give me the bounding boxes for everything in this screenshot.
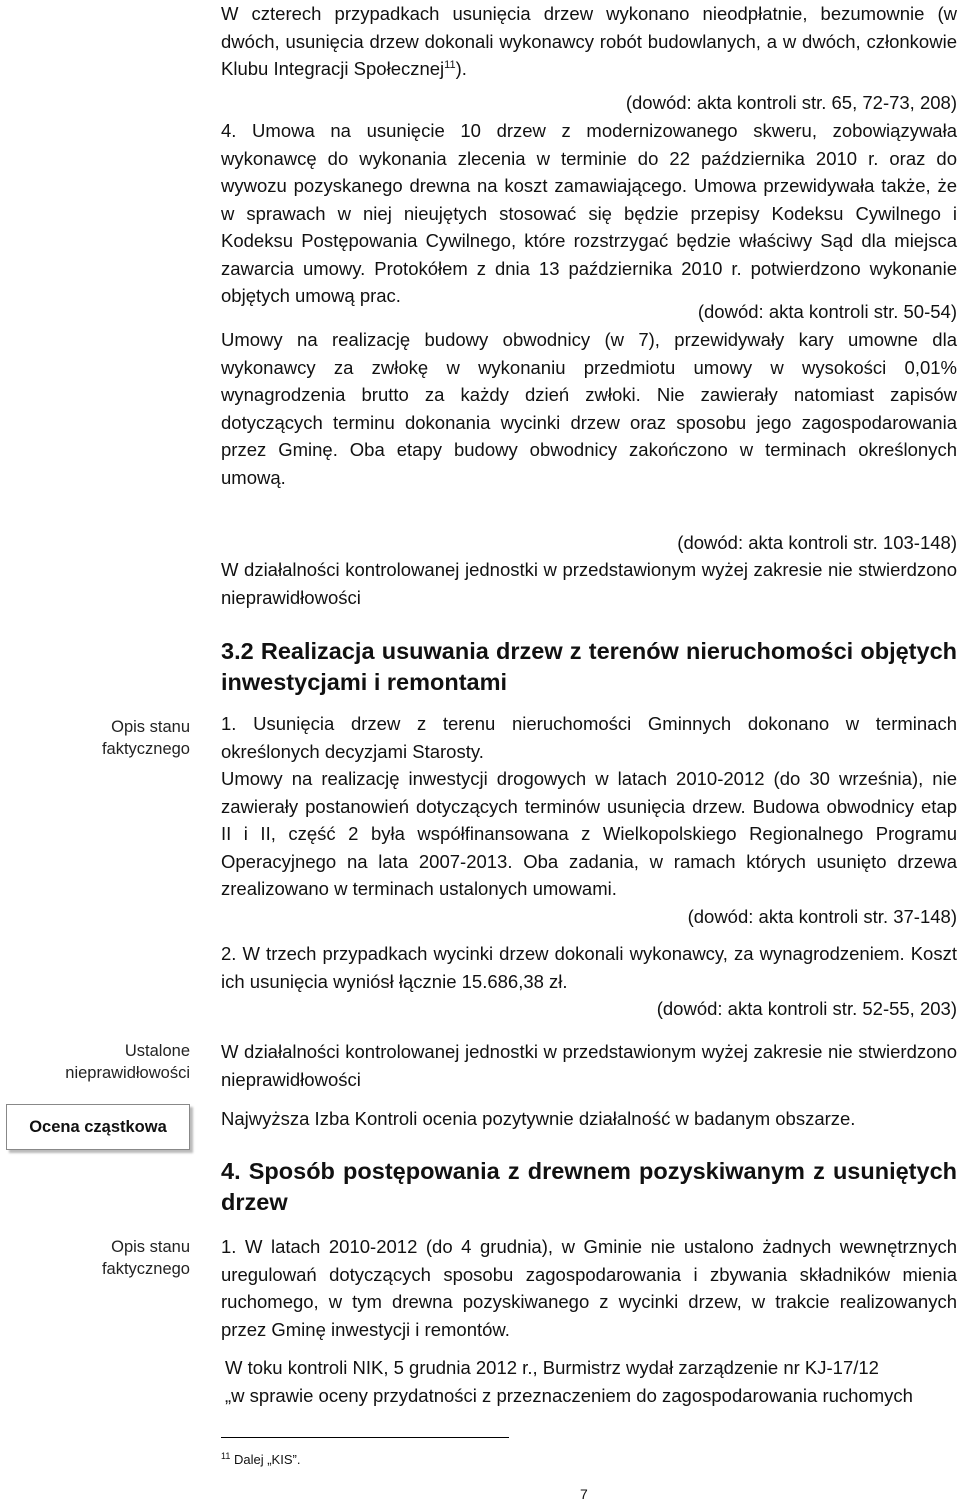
paragraph-usuniecia-decyzje: 1. Usunięcia drzew z terenu nieruchomości Gminnych dokonano w terminach określonych decyzjami Starosty. [221, 713, 957, 762]
footnote-separator [221, 1437, 509, 1438]
evidence-ref-3: (dowód: akta kontroli str. 103-148) [677, 532, 957, 553]
footnote-ref: 11 [444, 59, 456, 71]
footnote [221, 1452, 300, 1467]
evidence-ref-1: (dowód: akta kontroli str. 65, 72-73, 208) [625, 92, 957, 113]
paragraph-line-2: „w sprawie oceny przydatności z przeznaczeniem do zagospodarowania ruchomych [225, 1384, 913, 1406]
section-number: 3.2 [221, 638, 254, 664]
evidence-ref-5: (dowód: akta kontroli str. 52-55, 203) [656, 998, 957, 1019]
section-title: Sposób postępowania z drewnem pozyskiwanym z usuniętych drzew [221, 1158, 958, 1215]
paragraph-obwodnica: Umowy na realizację budowy obwodnicy (w 7), przewidywały kary umowne dla wykonawcy za zwłokę w wykonaniu przedmiotu umowy w wysokości 0,01% wynagrodzenia brutto za każdy dzień zwłoki. Nie zawierały natomiast zapisów dotyczących terminu dokonania wycinki drzew oraz sposobu jego zagospodarowania przez Gminę. Oba etapy budowy obwodnicy zakończono w terminach określonych umową. [221, 329, 957, 488]
paragraph-brak-nieprawidlowosci-1: W działalności kontrolowanej jednostki w przedstawionym wyżej zakresie nie stwierdzono nieprawidłowości [221, 559, 957, 608]
paragraph-text: W czterech przypadkach usunięcia drzew wykonano nieodpłatnie, bezumownie (w dwóch, usunięcia drzew dokonali wykonawcy robót budowlanych, a w dwóch, członkowie Klubu Integracji Społecznej [221, 3, 957, 79]
paragraph-umowa-skwer: 4. Umowa na usunięcie 10 drzew z modernizowanego skweru, zobowiązywała wykonawcę do wykonania zlecenia w terminie do 22 października 2010 r. oraz do wywozu pozyskanego drewna na koszt zamawiającego. Umowa przewidywała także, że w sprawach w niej nieujętych stosować się będzie przepisy Kodeksu Cywilnego i Kodeksu Postępowania Cywilnego, które rozstrzygać będzie właściwy Sąd dla miejsca zawarcia umowy. Protokółem z dnia 13 października 2010 r. potwierdzono wykonanie objętych umową prac. [221, 120, 957, 306]
section-heading-3-2 [221, 636, 957, 698]
paragraph-ocena-nik: Najwyższa Izba Kontroli ocenia pozytywnie działalność w badanym obszarze. [221, 1108, 856, 1129]
paragraph-umowy-drogowe: Umowy na realizację inwestycji drogowych w latach 2010-2012 (do 30 września), nie zawierały postanowień dotyczących terminów usunięcia drzew. Budowa obwodnicy etap II i II, część 2 była współfinansowana z Wielkopolskiego Regionalnego Programu Operacyjnego na lata 2007-2013. Oba zadania, w ramach których usunięto drzewa zrealizowano w terminach ustalonych umowami. [221, 768, 957, 899]
paragraph-brak-uregulowan: 1. W latach 2010-2012 (do 4 grudnia), w Gminie nie ustalono żadnych wewnętrznych uregulowań dotyczących sposobu zagospodarowania i zbywania składników mienia ruchomego, w tym drewna pozyskiwanego z wycinki drzew, w trakcie realizowanych przez Gminę inwestycji i remontów. [221, 1236, 957, 1340]
margin-note-opis-stanu-1: Opis stanu faktycznego [101, 718, 190, 758]
section-title: Realizacja usuwania drzew z terenów nieruchomości objętych inwestycjami i remontami [221, 638, 958, 695]
evidence-ref-2: (dowód: akta kontroli str. 50-54) [697, 301, 957, 322]
paragraph-text-end: ). [455, 58, 467, 79]
margin-box-ocena-czastkowa: Ocena cząstkowa [6, 1104, 190, 1150]
margin-note-opis-stanu-2: Opis stanu faktycznego [101, 1238, 190, 1278]
paragraph-bezumownie [221, 0, 957, 83]
section-number: 4. [221, 1158, 241, 1184]
paragraph-zarzadzenie [225, 1354, 957, 1409]
paragraph-brak-nieprawidlowosci-2: W działalności kontrolowanej jednostki w przedstawionym wyżej zakresie nie stwierdzono nieprawidłowości [221, 1041, 957, 1090]
page-number: 7 [580, 1486, 588, 1502]
section-heading-4 [221, 1156, 957, 1218]
margin-note-ustalone-nieprawidlowosci: Ustalone nieprawidłowości [65, 1042, 190, 1082]
paragraph-line-1: W toku kontroli NIK, 5 grudnia 2012 r., Burmistrz wydał zarządzenie nr KJ-17/12 [225, 1357, 879, 1378]
paragraph-wycinki-wykonawcy: 2. W trzech przypadkach wycinki drzew dokonali wykonawcy, za wynagrodzeniem. Koszt ich usunięcia wyniósł łącznie 15.686,38 zł. [221, 943, 957, 992]
footnote-text: Dalej „KIS”. [233, 1452, 301, 1467]
evidence-ref-4: (dowód: akta kontroli str. 37-148) [687, 906, 957, 927]
footnote-number: 11 [221, 1451, 231, 1461]
